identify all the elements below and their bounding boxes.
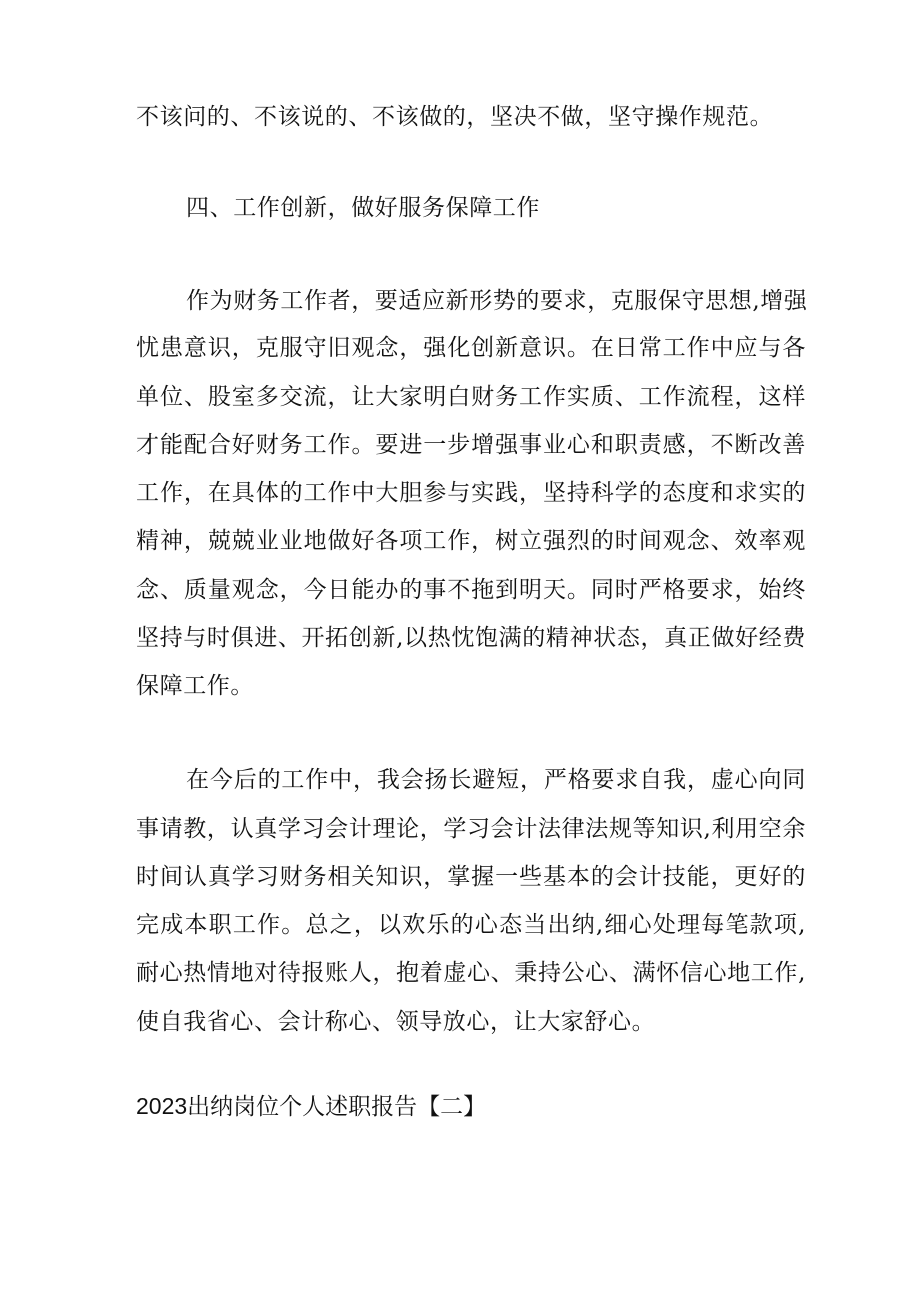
paragraph-line: 使自我省心、会计称心、领导放心，让大家舒心。 <box>136 1009 656 1035</box>
paragraph-line: 事请教，认真学习会计理论，学习会计法律法规等知识,利用空余 <box>136 816 806 842</box>
section-heading: 四、工作创新，做好服务保障工作 <box>186 195 540 221</box>
report-section-title: 2023出纳岗位个人述职报告【二】 <box>136 1093 487 1119</box>
paragraph-line: 完成本职工作。总之，以欢乐的心态当出纳,细心处理每笔款项, <box>136 912 806 938</box>
paragraph-continuation-line: 不该问的、不该说的、不该做的，坚决不做，坚守操作规范。 <box>136 104 774 130</box>
paragraph-line: 坚持与时俱进、开拓创新,以热忱饱满的精神状态，真正做好经费 <box>136 625 806 651</box>
paragraph-line: 念、质量观念，今日能办的事不拖到明天。同时严格要求，始终 <box>136 577 806 603</box>
paragraph-line: 精神，兢兢业业地做好各项工作，树立强烈的时间观念、效率观 <box>136 528 806 554</box>
paragraph-line: 耐心热情地对待报账人，抱着虚心、秉持公心、满怀信心地工作, <box>136 960 806 986</box>
paragraph-line: 保障工作。 <box>136 673 254 699</box>
paragraph-line: 单位、股室多交流，让大家明白财务工作实质、工作流程，这样 <box>136 384 806 410</box>
paragraph-line: 在今后的工作中，我会扬长避短，严格要求自我，虚心向同 <box>186 767 806 793</box>
paragraph-line: 作为财务工作者，要适应新形势的要求，克服保守思想,增强 <box>186 288 808 314</box>
paragraph-line: 工作，在具体的工作中大胆参与实践，坚持科学的态度和求实的 <box>136 480 806 506</box>
paragraph-line: 才能配合好财务工作。要进一步增强事业心和职责感，不断改善 <box>136 432 806 458</box>
paragraph-line: 忧患意识，克服守旧观念，强化创新意识。在日常工作中应与各 <box>136 335 806 361</box>
paragraph-line: 时间认真学习财务相关知识，掌握一些基本的会计技能，更好的 <box>136 864 806 890</box>
